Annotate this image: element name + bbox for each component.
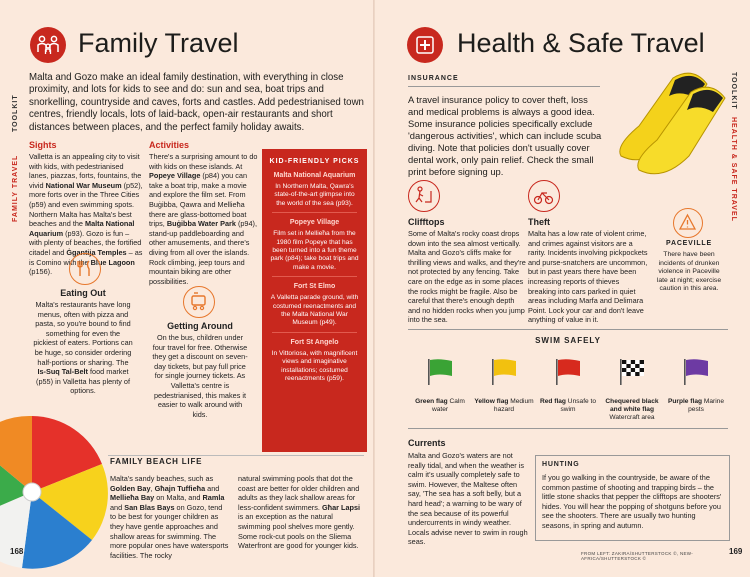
getting-around-heading: Getting Around (167, 321, 233, 331)
medical-cross-icon (407, 27, 443, 63)
flag-caption (536, 398, 600, 414)
theft-heading: Theft (528, 217, 550, 227)
flag-item (664, 358, 728, 428)
page-number: 168 (10, 547, 24, 556)
kid-item-name: Fort St Angelo (290, 338, 339, 346)
flag-icon (426, 358, 466, 386)
flag-description: Calm water (431, 398, 465, 413)
beach-heading: FAMILY BEACH LIFE (110, 457, 203, 466)
divider (408, 428, 728, 429)
getting-around-text: On the bus, children under four travel for free. Otherwise they get a discount on seven-day tickets, but pay full price for single journey tickets. As Valletta's centre is pedestrianised, this makes it easier to walk around with kids. (152, 333, 248, 419)
intro-paragraph: Malta and Gozo make an ideal family destination, with everything in close proximity, and lots for kids to see and do: sun and sea, boat trips and snorkelling, countryside and caves, forts and castles. Add pedestrianised town centres, friendly locals, lots of laid-back, open-air restaurants and short distances between places, and the perfect family holiday awaits. (29, 72, 364, 133)
flag-name: Purple flag (667, 398, 703, 405)
swim-safely-heading: SWIM SAFELY (535, 336, 601, 345)
flippers-image (605, 62, 735, 180)
hunting-box (535, 455, 730, 541)
flag-description: Unsafe to swim (560, 398, 597, 413)
eating-heading: Eating Out (60, 288, 106, 298)
page-title: Family Travel (78, 28, 239, 58)
clifftops-heading: Clifftops (408, 217, 445, 227)
beach-text-col1: Malta's sandy beaches, such as Golden Bay, Għajn Tuffieħa and Mellieħa Bay on Malta, and Ramla and San Blas Bays on Gozo, tend to be best for younger children as they have gentle approaches and shallow areas for swimming. The more popular ones have watersports facilities. The rocky (110, 474, 229, 560)
divider (272, 212, 357, 213)
fork-knife-icon (69, 253, 101, 285)
beach-text-col2: natural swimming pools that dot the coast are better for older children and adults as they lack shallow areas for less-confident swimmers. Għar Lapsi is an exception as the natural swimming pool shelves more gently. Some rock-cut pools on the Sliema Waterfront are good for younger kids. (238, 474, 361, 551)
kid-item-text: A Valletta parade ground, with costumed reenactments and the Malta National War Museum (p49). (270, 294, 359, 327)
flag-icon (682, 358, 722, 386)
flag-caption (664, 398, 728, 414)
side-tab-family: FAMILY TRAVEL (12, 154, 19, 222)
right-page (375, 0, 750, 577)
hunting-heading: HUNTING (542, 461, 580, 468)
kid-item-name: Popeye Village (289, 219, 340, 227)
kid-friendly-box (262, 149, 367, 452)
flag-legend (408, 358, 728, 428)
side-tab-toolkit: TOOLKIT (12, 94, 19, 132)
page-title: Health & Safe Travel (457, 28, 705, 58)
divider (272, 332, 357, 333)
insurance-text: A travel insurance policy to cover theft, loss and medical problems is always a good idea. Some insurance policies specifically exclude 'dangerous activities', which can include scuba diving. Note that policies don't usually cover dental work, only pain relief. Check the small print before signing up. (408, 94, 602, 177)
paceville-text: There have been incidents of drunken violence in Paceville late at night; exercise caution in this area. (656, 251, 722, 293)
clifftops-text: Some of Malta's rocky coast drops down into the sea almost vertically. Malta and Gozo's cliffs make for thrilling views and walks, and they're not protected by any fencing. Take care on the edge as in some places the rocks might be fragile. Also be careful that there's enough depth and no hidden rocks when you jump into the sea. (408, 229, 526, 325)
kid-item-text: In Northern Malta, Qawra's state-of-the-art glimpse into the world of the sea (p93). (274, 183, 355, 207)
divider (408, 329, 728, 330)
flag-description: Medium hazard (493, 398, 534, 413)
flag-caption (600, 398, 664, 422)
sights-text: Valletta is an appealing city to visit with kids, with pedestrianised lanes, piazzas, forts, fountains, the vivid National War Museum (p52), more forts over in the Three Cities (p59) and even swimming spots. Northern Malta has Malta's best beaches and the Malta National Aquarium (p93). Gozo is fun – with plenty of beaches, the fortified citadel and Ġgantija Temples – as is Comino with the Blue Lagoon (p156). (29, 152, 143, 277)
currents-text: Malta and Gozo's waters are not really tidal, and when the weather is calm it's usually completely safe to swim. However, the Maltese often say, 'The sea has a soft belly, but a hard head'; a warning to be wary of the sea because of its powerful undercurrents in windy weather. Locals advise never to swim in rough seas. (408, 451, 528, 547)
activities-text: There's a surprising amount to do with kids on these islands. At Popeye Village (p84) you can take a boat trip, make a movie and explore the film set. From Buġibba, Qawra and Mellieħa there are glass-bottomed boat trips, Buġibba Water Park (p94), stand-up paddleboarding and other amusements, and there's diving from all over the islands. Rock climbing, jeep tours and mountain biking are other possibilities. (149, 152, 258, 286)
paceville-heading: PACEVILLE (666, 240, 712, 247)
kid-friendly-title: KID-FRIENDLY PICKS (269, 158, 360, 165)
divider (108, 455, 364, 456)
cliff-icon (408, 180, 440, 212)
beach-box (104, 452, 372, 572)
bicycle-thief-icon (528, 180, 560, 212)
eating-text: Malta's restaurants have long menus, often with pizza and pasta, so you're bound to find something for even the pickiest of eaters. Portions can be huge, so consider ordering half-portions or sharing. The Is-Suq Tal-Belt food market (p55) in Valletta has plenty of options. (33, 300, 133, 396)
kid-item-name: Malta National Aquarium (273, 172, 356, 179)
flag-icon (490, 358, 530, 386)
divider (272, 276, 357, 277)
currents-heading: Currents (408, 438, 446, 448)
warning-icon (673, 208, 703, 238)
kid-item-text: In Vittoriosa, with magnificent views and imaginative installations; costumed reenactments (p59). (271, 349, 358, 383)
kid-item-text: Film set in Mellieħa from the 1980 film Popeye that has been turned into a fun theme park (p84); take boat trips and make a movie. (270, 230, 359, 271)
side-tab-toolkit: TOOLKIT (730, 72, 737, 110)
activities-heading: Activities (149, 140, 190, 150)
flag-description: Marine pests (688, 398, 725, 413)
flag-item (472, 358, 536, 428)
flag-item (408, 358, 472, 428)
flag-name: Red flag (539, 398, 566, 405)
hunting-text: If you go walking in the countryside, be aware of the common pastime of shooting and trapping birds – the little stone shacks that pepper the clifftops are shooters' hides. You will hear the popping of shotguns before you see the shooters. There are usually two hunting seasons, in spring and autumn. (542, 473, 722, 530)
flag-description: Watercraft area (609, 414, 655, 421)
kid-item-name: Fort St Elmo (293, 283, 336, 291)
flag-icon (618, 358, 658, 386)
flag-item (536, 358, 600, 428)
train-icon (183, 286, 215, 318)
family-icon (30, 27, 66, 63)
flag-item (600, 358, 664, 428)
flag-name: Green flag (415, 398, 448, 405)
page-number: 169 (729, 547, 743, 556)
divider (408, 86, 600, 87)
flag-name: Yellow flag (474, 398, 509, 405)
photo-credit: FROM LEFT: ZAKIRA/SHUTTERSTOCK ©, NEW-AFRICA/SHUTTERSTOCK © (581, 551, 694, 561)
flag-name: Chequered black and white flag (605, 398, 659, 413)
flag-caption (472, 398, 536, 414)
side-tab-health: HEALTH & SAFE TRAVEL (730, 117, 737, 222)
insurance-heading: INSURANCE (408, 75, 459, 82)
paceville-box (653, 208, 725, 328)
theft-text: Malta has a low rate of violent crime, and crimes against visitors are a rarity. Incidents involving pickpockets and purse-snatchers are uncommon, but in past years there have been increasing reports of thieves breaking into cars parked in quiet areas including Marfa and Delimara Point. Lock your car and don't leave anything of value in it. (528, 229, 648, 325)
sights-heading: Sights (29, 140, 57, 150)
flag-caption (408, 398, 472, 414)
flag-icon (554, 358, 594, 386)
